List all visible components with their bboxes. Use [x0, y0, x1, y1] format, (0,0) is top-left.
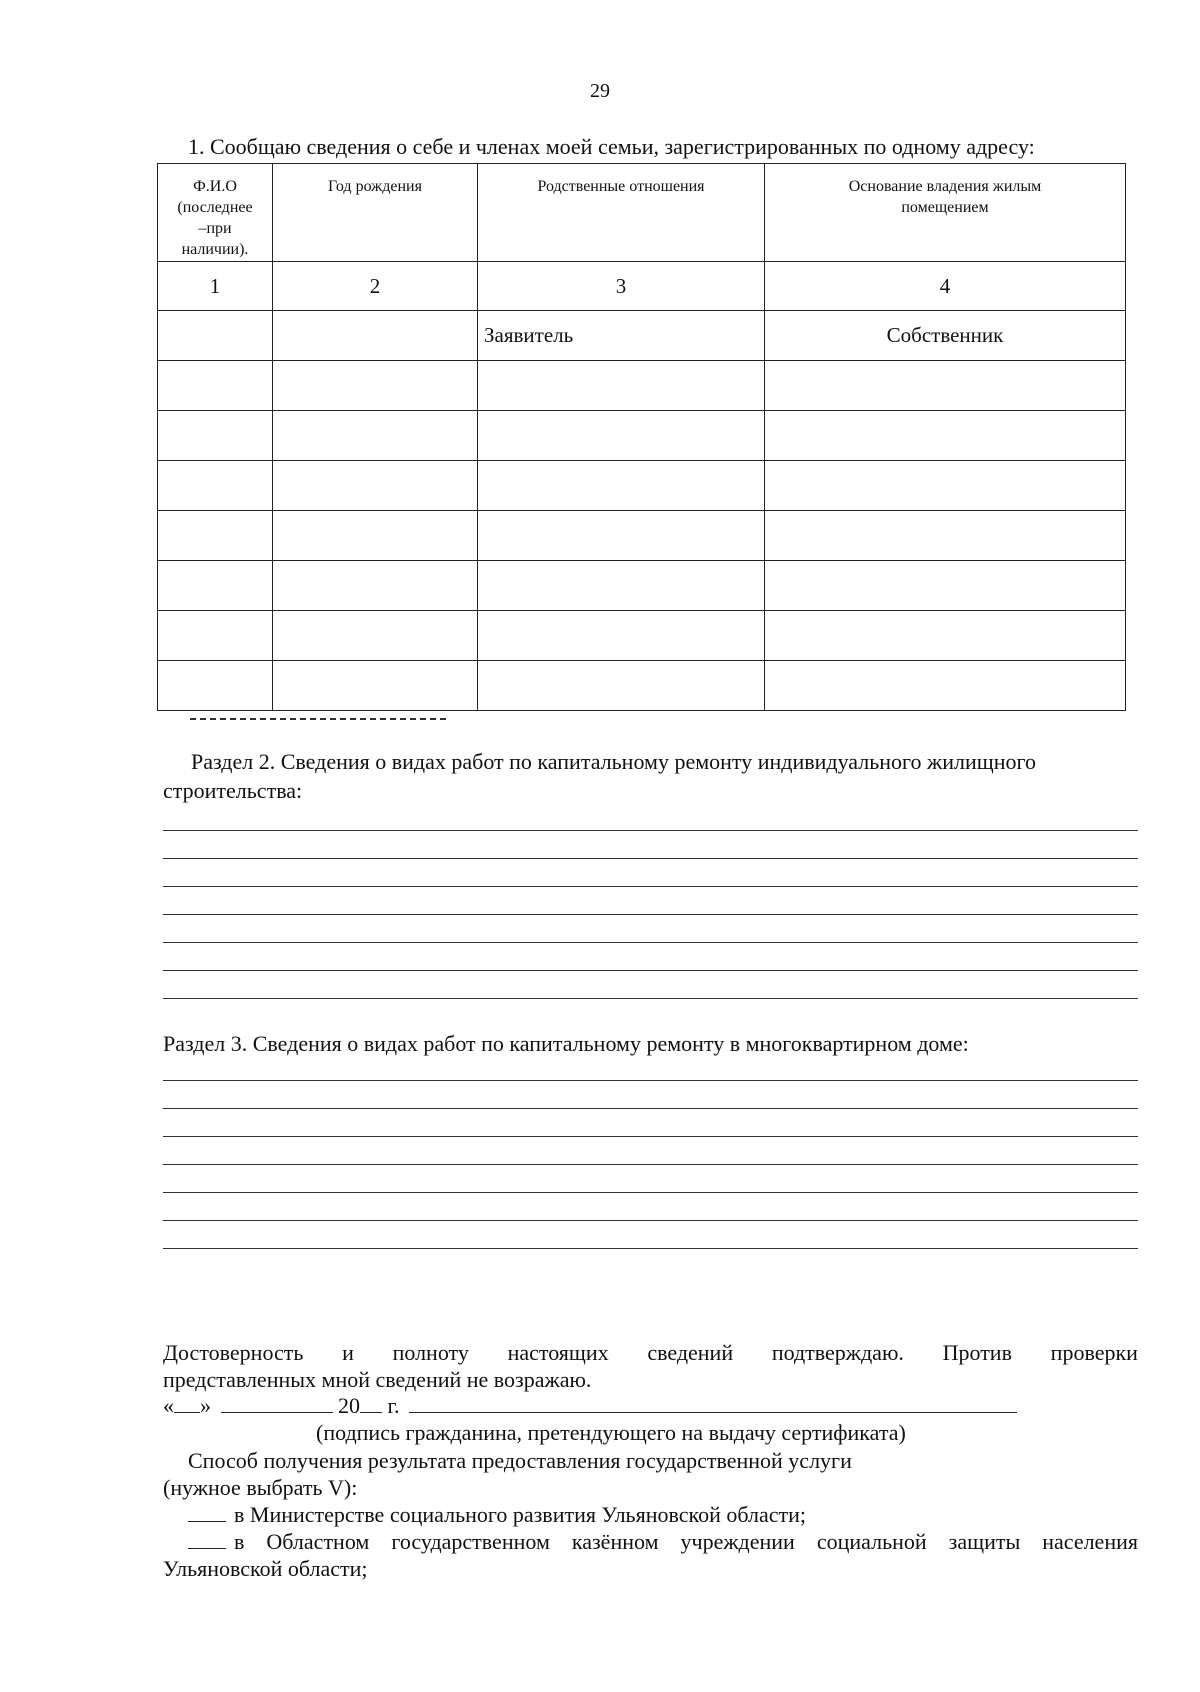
section2-line[interactable]	[163, 886, 1138, 887]
section2-line[interactable]	[163, 914, 1138, 915]
cell-ownership-basis-value[interactable]	[765, 561, 1125, 610]
table-row	[158, 511, 1126, 561]
cell-fio[interactable]	[158, 661, 273, 711]
signature-caption: (подпись гражданина, претендующего на выдачу сертификата)	[316, 1420, 906, 1445]
cell-ownership-basis[interactable]	[765, 561, 1126, 611]
cell-birth-year[interactable]	[273, 361, 478, 411]
confirmation-word: проверки	[1050, 1340, 1138, 1365]
page-number: 29	[590, 80, 610, 102]
cell-fio-value[interactable]	[158, 611, 272, 660]
cell-ownership-basis[interactable]	[765, 461, 1126, 511]
date-signature-line	[163, 1393, 1017, 1419]
option-social-institution-checkbox[interactable]	[188, 1530, 226, 1549]
cell-birth-year[interactable]	[273, 511, 478, 561]
cell-fio-value[interactable]	[158, 561, 272, 610]
cell-relation[interactable]	[478, 611, 765, 661]
confirmation-word: Против	[942, 1340, 1012, 1365]
cell-birth-year[interactable]	[273, 561, 478, 611]
option-ministry	[163, 1501, 1138, 1528]
cell-fio[interactable]	[158, 361, 273, 411]
confirmation-word: Достоверность	[163, 1340, 304, 1365]
cell-fio-value[interactable]	[158, 511, 272, 560]
cell-relation-value[interactable]	[478, 411, 764, 460]
confirmation-word: и	[342, 1340, 354, 1365]
result-method	[163, 1447, 1138, 1501]
cell-relation[interactable]	[478, 561, 765, 611]
cell-fio[interactable]	[158, 611, 273, 661]
cell-birth-year-value[interactable]	[273, 411, 477, 460]
cell-relation[interactable]	[478, 661, 765, 711]
option-ministry-checkbox[interactable]	[188, 1503, 226, 1522]
section2-line[interactable]	[163, 942, 1138, 943]
cell-fio-value[interactable]	[158, 461, 272, 510]
section3-line[interactable]	[163, 1080, 1138, 1081]
cell-fio-value[interactable]	[158, 411, 272, 460]
header-fio	[158, 164, 273, 262]
cell-ownership-basis[interactable]	[765, 411, 1126, 461]
option-ministry-label: в Министерстве социального развития Ульяновской области;	[234, 1502, 806, 1527]
table-row	[158, 561, 1126, 611]
option-social-institution-line-1	[163, 1528, 1138, 1555]
cell-birth-year-value[interactable]	[273, 461, 477, 510]
result-method-line-1: Способ получения результата предоставления государственной услуги	[188, 1448, 852, 1473]
option-social-institution-line-2: Ульяновской области;	[163, 1556, 368, 1581]
header-fio-line: наличии).	[181, 241, 249, 258]
cell-birth-year-value[interactable]	[273, 311, 477, 360]
cell-ownership-basis[interactable]	[765, 311, 1126, 361]
column-number: 2	[273, 262, 478, 311]
cell-relation-value[interactable]	[478, 511, 764, 560]
cell-ownership-basis-value[interactable]	[765, 661, 1125, 710]
result-method-line-2: (нужное выбрать V):	[163, 1475, 358, 1500]
section2-line[interactable]	[163, 998, 1138, 999]
year-suffix: г.	[382, 1393, 400, 1418]
column-number: 4	[765, 262, 1126, 311]
date-open-quote: «	[163, 1393, 174, 1418]
date-close-quote: »	[200, 1393, 211, 1418]
table-row	[158, 361, 1126, 411]
cell-relation[interactable]	[478, 361, 765, 411]
section2-line[interactable]	[163, 830, 1138, 831]
intro-text: 1. Сообщаю сведения о себе и членах моей семьи, зарегистрированных по одному адресу:	[188, 134, 1035, 159]
cell-ownership-basis-value[interactable]	[765, 611, 1125, 660]
cell-fio[interactable]	[158, 561, 273, 611]
option-social-institution-label: в Областном государственном казённом учреждении социальной защиты населения	[234, 1529, 1138, 1554]
section3-line[interactable]	[163, 1220, 1138, 1221]
signature-field[interactable]	[409, 1394, 1017, 1413]
month-field[interactable]	[221, 1394, 333, 1413]
day-field[interactable]	[174, 1394, 200, 1413]
section3-line[interactable]	[163, 1248, 1138, 1249]
header-fio-line: –при	[198, 220, 232, 237]
confirmation-word: сведений	[647, 1340, 734, 1365]
cell-ownership-basis-value[interactable]	[765, 411, 1125, 460]
option-social-institution	[163, 1528, 1138, 1582]
header-ownership-basis-line: помещением	[901, 199, 989, 216]
section2-title: Раздел 2. Сведения о видах работ по капитальному ремонту индивидуального жилищного строительства:	[163, 749, 1036, 803]
section3-line[interactable]	[163, 1164, 1138, 1165]
column-number: 3	[478, 262, 765, 311]
confirmation-statement	[163, 1339, 1138, 1393]
column-number-row	[158, 262, 1126, 311]
cell-birth-year[interactable]	[273, 461, 478, 511]
section3-line[interactable]	[163, 1192, 1138, 1193]
table-row	[158, 311, 1126, 361]
cell-relation[interactable]	[478, 411, 765, 461]
section3-line[interactable]	[163, 1108, 1138, 1109]
table-row	[158, 661, 1126, 711]
cell-relation-value[interactable]	[478, 611, 764, 660]
cell-ownership-basis[interactable]	[765, 611, 1126, 661]
cell-ownership-basis-value[interactable]	[765, 461, 1125, 510]
cell-birth-year-value[interactable]	[273, 561, 477, 610]
cell-relation-value[interactable]	[478, 561, 764, 610]
header-ownership-basis	[765, 164, 1126, 262]
cell-ownership-basis-value[interactable]	[765, 361, 1125, 410]
cell-fio[interactable]	[158, 411, 273, 461]
cell-fio[interactable]	[158, 511, 273, 561]
header-ownership-basis-line: Основание владения жилым	[848, 178, 1042, 195]
cell-birth-year-value[interactable]	[273, 611, 477, 660]
section3-line[interactable]	[163, 1136, 1138, 1137]
header-fio-line: Ф.И.О	[193, 178, 237, 195]
section2-line[interactable]	[163, 970, 1138, 971]
cell-birth-year[interactable]	[273, 411, 478, 461]
cell-birth-year[interactable]	[273, 661, 478, 711]
cell-fio[interactable]	[158, 461, 273, 511]
cell-relation[interactable]	[478, 311, 765, 361]
cell-relation-value[interactable]	[478, 661, 764, 710]
table-row	[158, 461, 1126, 511]
cell-birth-year[interactable]	[273, 611, 478, 661]
cell-fio-value[interactable]	[158, 311, 272, 360]
cell-fio-value[interactable]	[158, 661, 272, 710]
cell-ownership-basis-value[interactable]: Собственник	[886, 323, 1004, 347]
header-fio-line: (последнее	[177, 199, 253, 216]
cell-ownership-basis[interactable]	[765, 361, 1126, 411]
table-header-row	[158, 164, 1126, 262]
confirmation-line-2: представленных мной сведений не возражаю.	[163, 1367, 592, 1392]
cell-relation[interactable]	[478, 511, 765, 561]
year-field[interactable]	[360, 1394, 382, 1413]
confirmation-word: полноту	[392, 1340, 469, 1365]
header-birth-year	[273, 164, 478, 262]
cell-ownership-basis-value[interactable]	[765, 511, 1125, 560]
section3-title: Раздел 3. Сведения о видах работ по капитальному ремонту в многоквартирном доме:	[163, 1031, 969, 1056]
column-number: 1	[158, 262, 273, 311]
table-row	[158, 411, 1126, 461]
footnote-separator	[190, 718, 446, 720]
header-relation-line: Родственные отношения	[537, 178, 705, 195]
family-members-table	[157, 163, 1126, 711]
header-relation	[478, 164, 765, 262]
cell-relation-value[interactable]	[478, 461, 764, 510]
cell-relation[interactable]	[478, 461, 765, 511]
cell-relation-value[interactable]: Заявитель	[484, 323, 574, 347]
header-birth-year-line: Год рождения	[328, 178, 422, 195]
cell-ownership-basis[interactable]	[765, 511, 1126, 561]
cell-fio-value[interactable]	[158, 361, 272, 410]
cell-birth-year[interactable]	[273, 311, 478, 361]
section2-line[interactable]	[163, 858, 1138, 859]
confirmation-word: настоящих	[507, 1340, 609, 1365]
cell-birth-year-value[interactable]	[273, 661, 477, 710]
table-row	[158, 611, 1126, 661]
cell-relation-value[interactable]	[478, 361, 764, 410]
confirmation-line-1	[163, 1339, 1138, 1366]
cell-ownership-basis[interactable]	[765, 661, 1126, 711]
confirmation-word: подтверждаю.	[771, 1340, 904, 1365]
cell-birth-year-value[interactable]	[273, 361, 477, 410]
cell-fio[interactable]	[158, 311, 273, 361]
year-prefix: 20	[338, 1393, 360, 1418]
cell-birth-year-value[interactable]	[273, 511, 477, 560]
